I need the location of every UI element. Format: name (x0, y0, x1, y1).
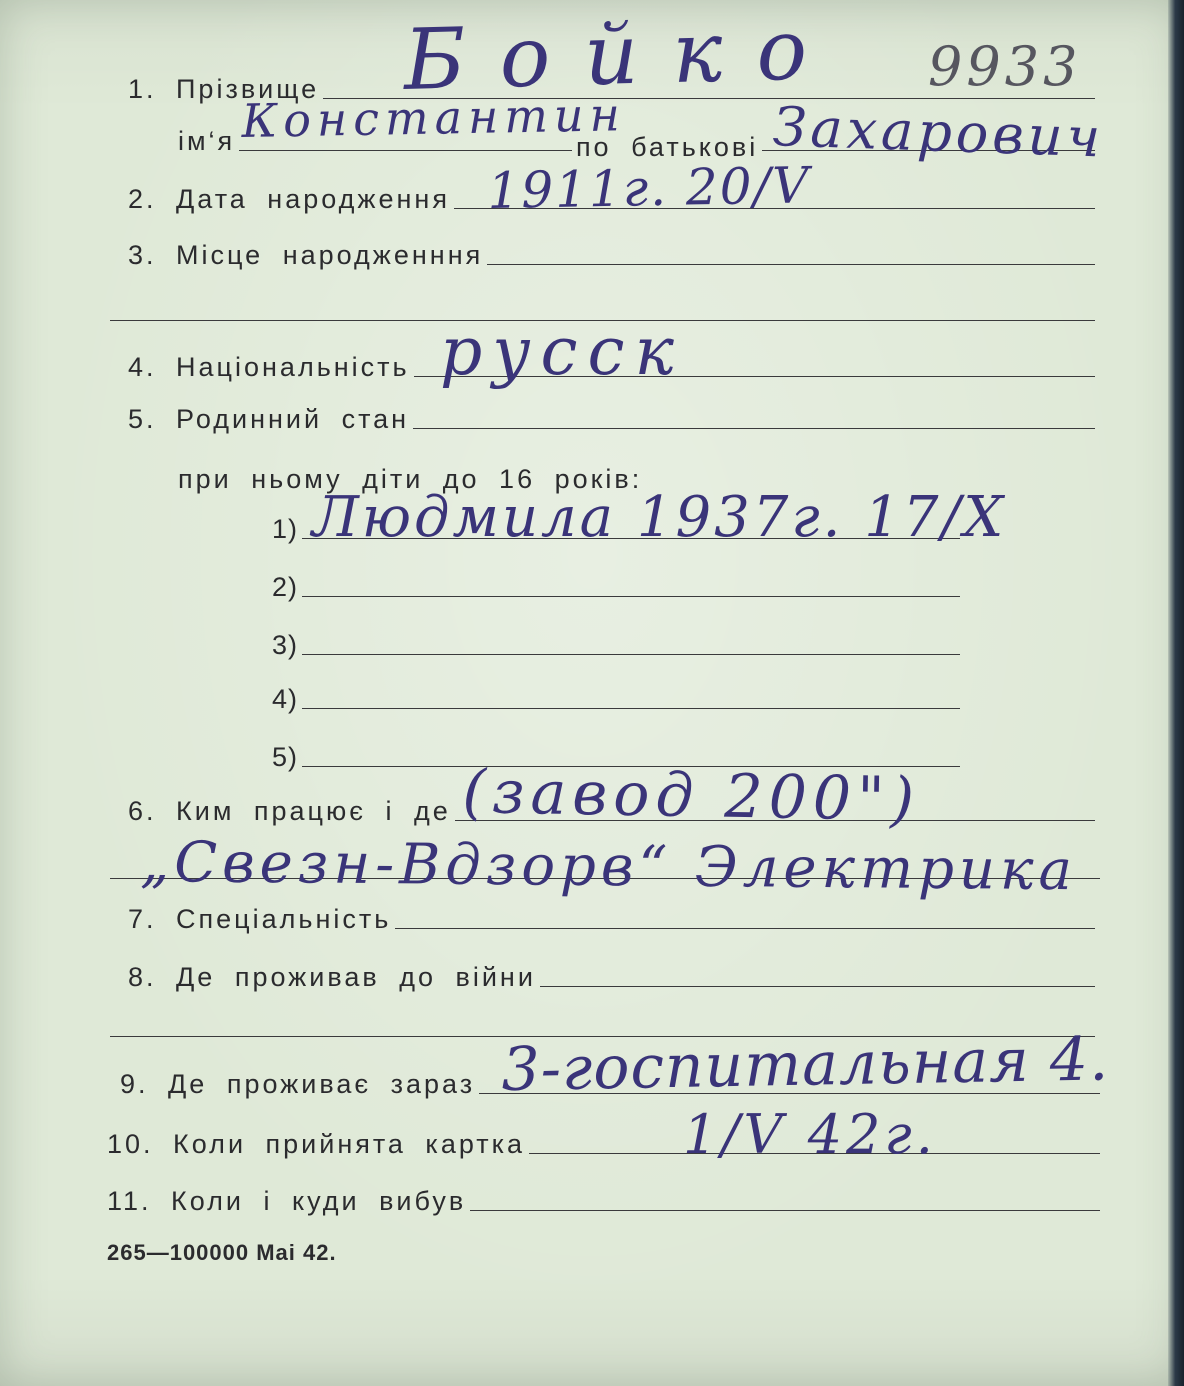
child-number: 5) (272, 742, 299, 772)
workplace-label: 6. Ким працює і де (128, 796, 451, 826)
birth-date-label: 2. Дата народження (128, 184, 450, 214)
nationality-handwritten: русск (440, 313, 684, 390)
first-name-handwritten: Константин (241, 87, 627, 148)
current-residence-label: 9. Де проживає зараз (120, 1069, 476, 1099)
departure-line (470, 1210, 1100, 1211)
registration-number: 9933 (928, 35, 1082, 98)
current-residence-handwritten: 3-госпитальная 4. (500, 1024, 1110, 1105)
patronymic-handwritten: Захарович (771, 95, 1106, 170)
child-number: 1) (272, 514, 299, 544)
scan-edge (1168, 0, 1184, 1386)
child-line (302, 596, 960, 597)
surname-handwritten: Бойко (402, 0, 843, 109)
marital-status-label: 5. Родинний стан (128, 404, 410, 434)
marital-status-row (128, 398, 1095, 434)
child-line (302, 654, 960, 655)
first-name-label: ім‘я (178, 126, 236, 156)
child-handwritten: Людмила 1937г. 17/X (312, 485, 1007, 550)
departure-row (107, 1180, 1100, 1216)
specialty-row (128, 898, 1095, 934)
card-accepted-handwritten: 1/V 42г. (683, 1103, 937, 1166)
patronymic-label: по батькові (575, 132, 759, 162)
workplace-handwritten-line-2: „Свезн-Вдзорв“ Электрика (139, 830, 1078, 904)
nationality-label: 4. Національність (128, 352, 410, 382)
child-row (272, 624, 960, 660)
birth-date-handwritten: 1911г. 20/V (487, 156, 811, 220)
marital-status-line (413, 428, 1095, 429)
child-number: 4) (272, 684, 299, 714)
child-line (302, 708, 960, 709)
child-number: 2) (272, 572, 299, 602)
child-row (272, 678, 960, 714)
surname-label: 1. Прізвище (128, 74, 320, 104)
prewar-residence-row (128, 956, 1095, 992)
specialty-line (395, 928, 1095, 929)
first-name-line (239, 150, 572, 151)
child-row (272, 566, 960, 602)
prewar-residence-line (540, 986, 1095, 987)
printer-imprint: 265—100000 Mai 42. (107, 1240, 337, 1265)
birth-place-line (487, 264, 1095, 265)
prewar-residence-label: 8. Де проживав до війни (128, 962, 536, 992)
card-accepted-row (107, 1123, 1100, 1159)
workplace-handwritten-line-1: (завод 200") (461, 757, 921, 835)
children-label: при ньому діти до 16 років: (178, 464, 643, 494)
birth-place-label: 3. Місце народженння (128, 240, 484, 270)
card-accepted-label: 10. Коли прийнята картка (107, 1129, 526, 1159)
birth-place-row (128, 234, 1095, 270)
specialty-label: 7. Спеціальність (128, 904, 392, 934)
departure-label: 11. Коли і куди вибув (107, 1186, 467, 1216)
child-number: 3) (272, 630, 299, 660)
